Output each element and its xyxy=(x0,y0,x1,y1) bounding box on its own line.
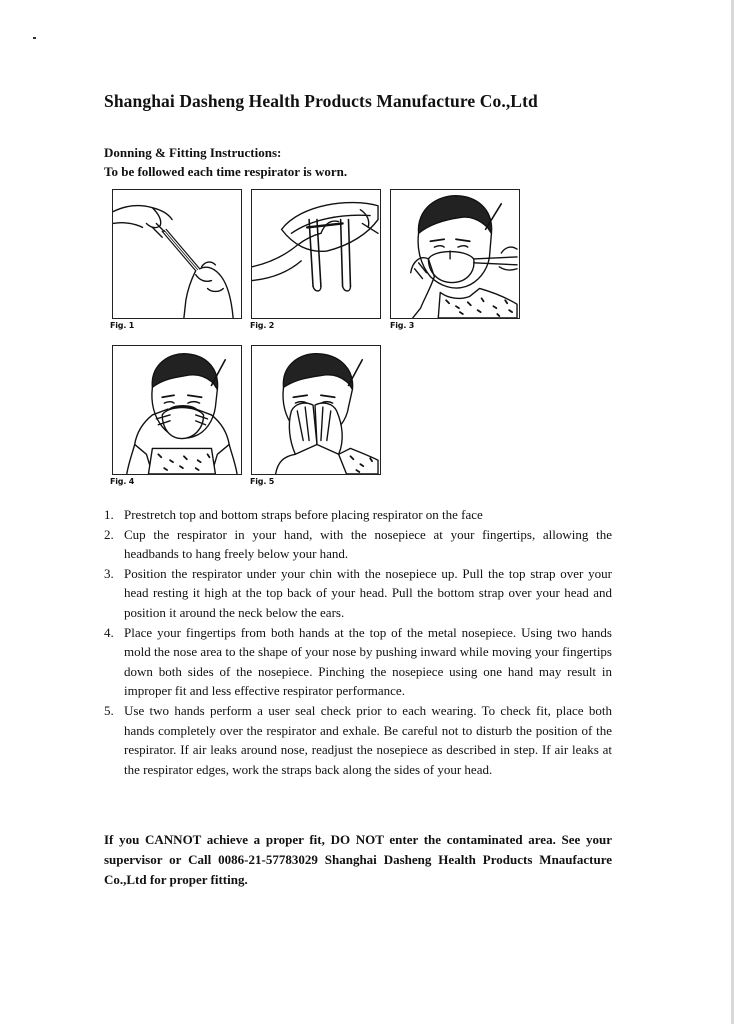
step-item xyxy=(104,505,612,525)
figure-3 xyxy=(390,189,520,319)
step-number: 4. xyxy=(104,624,114,640)
hands-stretching-straps-icon xyxy=(113,190,241,318)
scan-speck xyxy=(33,37,36,39)
step-text: Prestretch top and bottom straps before placing respirator on the face xyxy=(124,507,483,522)
step-number: 5. xyxy=(104,702,114,718)
seal-check-icon xyxy=(252,346,380,474)
step-text: Place your fingertips from both hands at the top of the metal nosepiece. Using two hands mold the nose area to the shape of your nose by pushing inward while moving your fingertips down both sides of the nosepiece. Pinching the nosepiece using one hand may result in improper fit and less effective respirator performance. xyxy=(124,624,612,699)
figure-2-label: Fig. 2 xyxy=(250,321,275,330)
respirator-cupped-in-hand-icon xyxy=(252,190,380,318)
instruction-steps xyxy=(104,505,612,779)
step-item xyxy=(104,623,612,701)
figure-5-label: Fig. 5 xyxy=(250,477,275,486)
step-text: Position the respirator under your chin with the nosepiece up. Pull the top strap over your head resting it high at the top back of your head. Pull the bottom strap over your head and position it around the neck below the ears. xyxy=(124,565,612,620)
figure-1 xyxy=(112,189,242,319)
step-text: Use two hands perform a user seal check prior to each wearing. To check fit, place both hands completely over the respirator and exhale. Be careful not to disturb the position of the respirator. If air leaks around nose, readjust the nosepiece as described in step. If air leaks at the respirator edges, work the straps back along the sides of your head. xyxy=(124,702,612,777)
figure-1-label: Fig. 1 xyxy=(110,321,135,330)
step-item xyxy=(104,701,612,779)
scan-edge xyxy=(731,0,734,1024)
step-number: 2. xyxy=(104,526,114,542)
step-text: Cup the respirator in your hand, with the nosepiece at your fingertips, allowing the headbands to hang freely below your hand. xyxy=(124,526,612,562)
step-item xyxy=(104,525,612,564)
molding-nosepiece-icon xyxy=(113,346,241,474)
positioning-respirator-icon xyxy=(391,190,519,318)
instructions-subheading: To be followed each time respirator is worn. xyxy=(104,164,348,179)
figure-5 xyxy=(251,345,381,475)
step-number: 1. xyxy=(104,507,114,522)
company-title: Shanghai Dasheng Health Products Manufacture Co.,Ltd xyxy=(104,91,538,111)
fit-warning: If you CANNOT achieve a proper fit, DO NOT enter the contaminated area. See your supervisor or Call 0086-21-57783029 Shanghai Dasheng Health Products Mnaufacture Co.,Ltd for proper fitting. xyxy=(104,832,612,887)
figure-2 xyxy=(251,189,381,319)
figure-3-label: Fig. 3 xyxy=(390,321,415,330)
step-item xyxy=(104,564,612,623)
step-number: 3. xyxy=(104,565,114,581)
figure-4 xyxy=(112,345,242,475)
figure-4-label: Fig. 4 xyxy=(110,477,135,486)
instructions-heading: Donning & Fitting Instructions: xyxy=(104,145,282,160)
